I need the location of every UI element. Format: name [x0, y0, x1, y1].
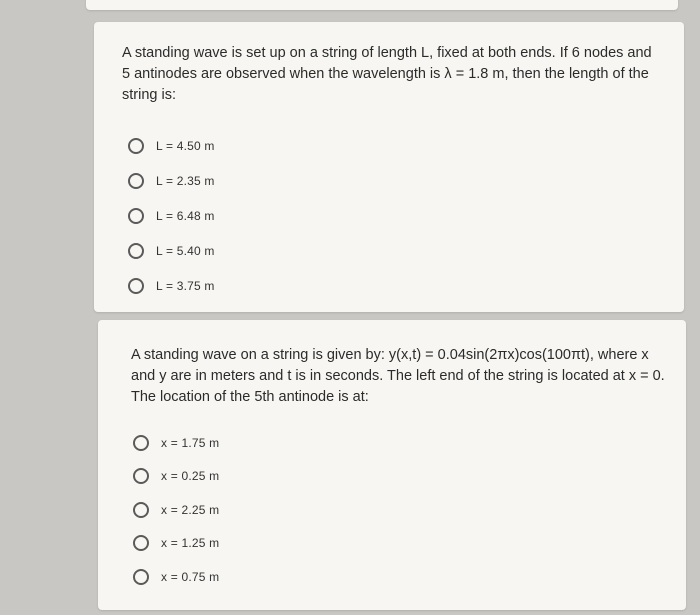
radio-button-icon[interactable] [128, 138, 144, 154]
answer-option[interactable] [128, 198, 215, 233]
answer-option[interactable] [128, 163, 215, 198]
question-card-1 [94, 22, 684, 312]
answer-option[interactable] [128, 268, 215, 303]
option-label: L = 6.48 m [156, 208, 215, 223]
question-text: A standing wave is set up on a string of length L, fixed at both ends. If 6 nodes and 5 antinodes are observed when the wavelength is λ = 1.8 m, then the length of the string is: [122, 45, 652, 103]
option-label: x = 0.75 m [161, 569, 220, 584]
answer-option[interactable] [133, 460, 219, 494]
option-label: x = 0.25 m [161, 469, 220, 484]
question-card-2 [98, 320, 686, 610]
option-label: L = 4.50 m [156, 138, 215, 153]
option-label: L = 3.75 m [156, 278, 215, 293]
answer-option[interactable] [133, 560, 219, 594]
answer-option[interactable] [133, 527, 219, 561]
radio-button-icon[interactable] [128, 243, 144, 259]
option-label: x = 1.75 m [161, 435, 220, 450]
answer-option[interactable] [133, 426, 219, 460]
answer-options [128, 128, 215, 303]
radio-button-icon[interactable] [133, 502, 149, 518]
radio-button-icon[interactable] [128, 208, 144, 224]
option-label: L = 2.35 m [156, 173, 215, 188]
option-label: x = 2.25 m [161, 502, 220, 517]
previous-question-card [86, 0, 678, 10]
answer-option[interactable] [128, 128, 215, 163]
radio-button-icon[interactable] [133, 535, 149, 551]
answer-option[interactable] [133, 493, 219, 527]
answer-options [133, 426, 219, 594]
radio-button-icon[interactable] [133, 468, 149, 484]
radio-button-icon[interactable] [133, 435, 149, 451]
option-label: L = 5.40 m [156, 243, 215, 258]
option-label: x = 1.25 m [161, 536, 220, 551]
radio-button-icon[interactable] [133, 569, 149, 585]
question-text: A standing wave on a string is given by: y(x,t) = 0.04sin(2πx)cos(100πt), where x and y are in meters and t is in seconds. The left end of the string is located at x = 0. The location of the 5th antinode is at: [131, 347, 665, 405]
radio-button-icon[interactable] [128, 278, 144, 294]
radio-button-icon[interactable] [128, 173, 144, 189]
answer-option[interactable] [128, 233, 215, 268]
